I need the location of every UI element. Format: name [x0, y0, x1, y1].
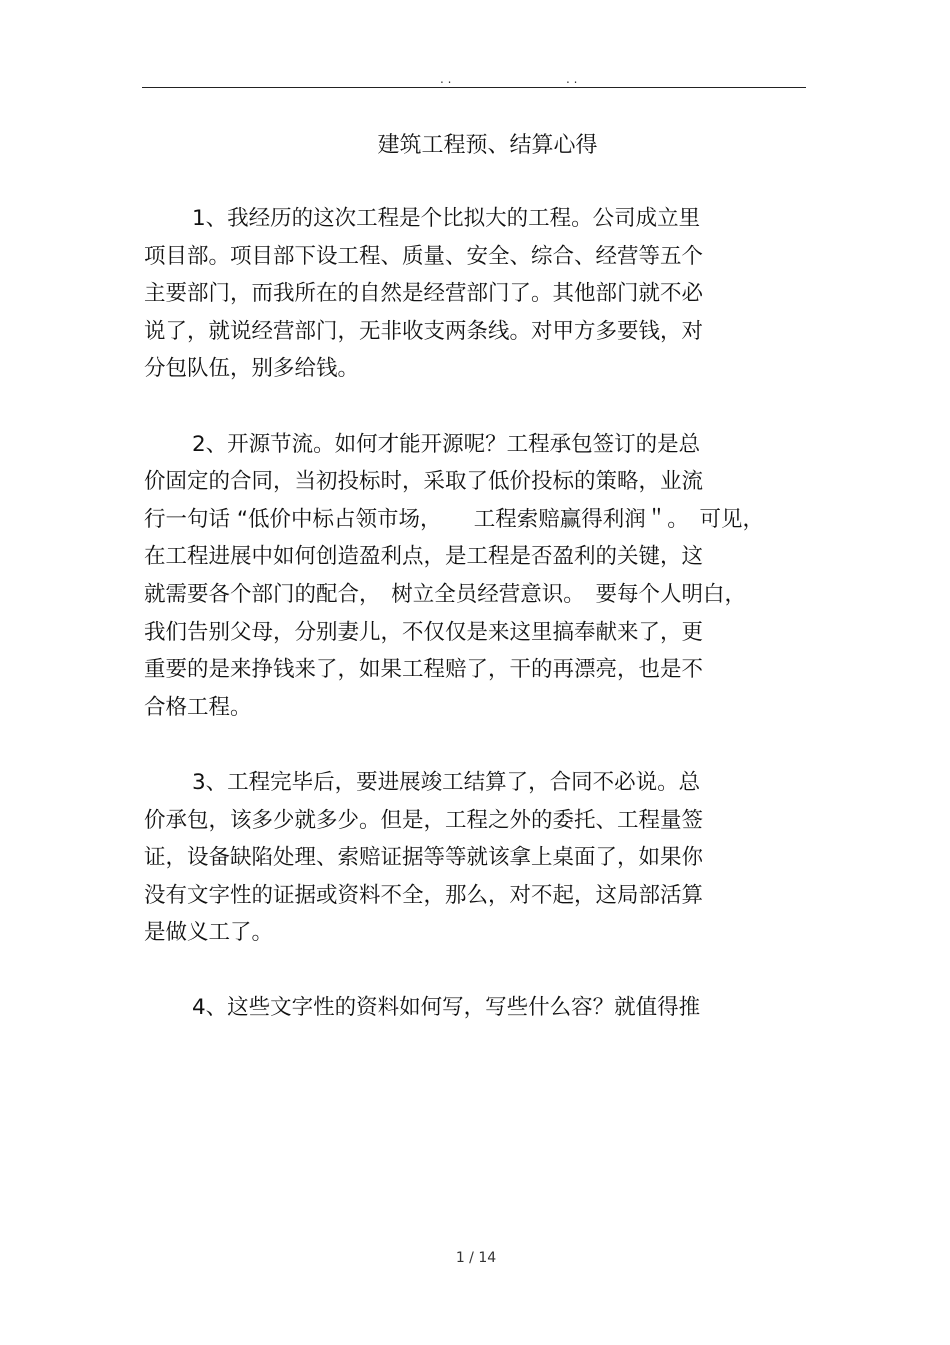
- paragraph-1: [144, 200, 804, 388]
- paragraph-line: 证，设备缺陷处理、索赔证据等等就该拿上桌面了，如果你: [144, 845, 704, 871]
- paragraph-line: 主要部门，而我所在的自然是经营部门了。其他部门就不必: [144, 281, 704, 307]
- header-rule: [142, 87, 806, 88]
- document-body: [144, 200, 804, 1027]
- paragraph-line: 重要的是来挣钱来了，如果工程赔了，干的再漂亮，也是不: [144, 657, 704, 683]
- paragraph-line: 3、工程完毕后，要进展竣工结算了，合同不必说。总: [192, 769, 701, 795]
- paragraph-line: 说了，就说经营部门，无非收支两条线。对甲方多要钱，对: [144, 318, 704, 344]
- paragraph-gap: [144, 952, 804, 990]
- paragraph-gap: [144, 388, 804, 426]
- paragraph-gap: [144, 726, 804, 764]
- paragraph-line: 没有文字性的证据或资料不全，那么，对不起，这局部活算: [144, 882, 704, 908]
- paragraph-line: 1、我经历的这次工程是个比拟大的工程。公司成立里: [192, 206, 701, 231]
- paragraph-2: [144, 426, 804, 727]
- header-marks-right: . .: [566, 72, 578, 86]
- page-number: 1 / 14: [455, 1250, 497, 1266]
- paragraph-line: 在工程进展中如何创造盈利点，是工程是否盈利的关键，这: [144, 544, 704, 570]
- document-title: 建筑工程预、结算心得: [377, 133, 598, 158]
- paragraph-3: [144, 764, 804, 952]
- paragraph-line: 我们告别父母，分别妻儿，不仅仅是来这里搞奉献来了，更: [144, 619, 704, 645]
- paragraph-line: 是做义工了。: [144, 920, 274, 946]
- paragraph-line: 4、这些文字性的资料如何写，写些什么容？就值得推: [192, 995, 701, 1021]
- paragraph-line: 行一句话 “低价中标占领市场， 工程索赔赢得利润＂。 可见，: [144, 506, 764, 532]
- paragraph-line: 价固定的合同，当初投标时，采取了低价投标的策略，业流: [144, 469, 704, 495]
- paragraph-4: [144, 989, 804, 1027]
- paragraph-line: 合格工程。: [144, 694, 252, 720]
- paragraph-line: 2、开源节流。如何才能开源呢？工程承包签订的是总: [192, 431, 701, 457]
- paragraph-line: 分包队伍，别多给钱。: [144, 356, 360, 382]
- paragraph-line: 价承包，该多少就多少。但是，工程之外的委托、工程量签: [144, 807, 704, 833]
- paragraph-line: 项目部。项目部下设工程、质量、安全、综合、经营等五个: [144, 243, 704, 269]
- paragraph-line: 就需要各个部门的配合， 树立全员经营意识。 要每个人明白，: [144, 581, 747, 607]
- header-marks-left: . .: [440, 72, 452, 86]
